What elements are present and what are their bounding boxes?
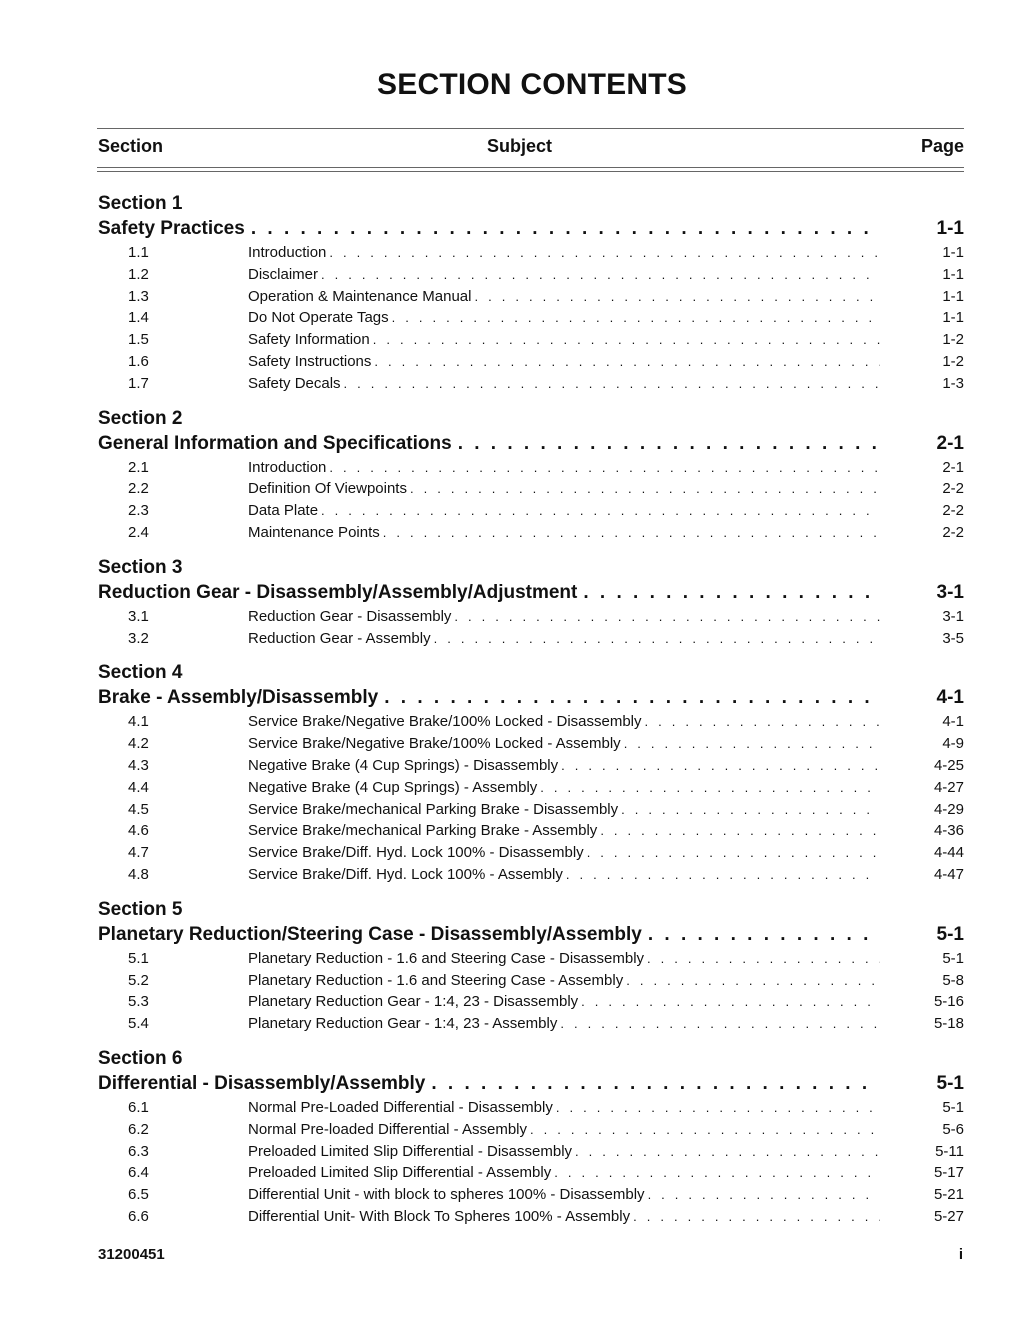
toc-section (98, 407, 964, 544)
toc-entry[interactable] (98, 1097, 964, 1119)
entry-number: 4.1 (128, 713, 149, 731)
entry-number: 1.7 (128, 374, 149, 392)
document-number: 31200451 (98, 1246, 165, 1263)
toc-entry[interactable] (98, 478, 964, 500)
entry-label: Planetary Reduction - 1.6 and Steering Case - Assembly (248, 971, 624, 989)
entry-page: 1-1 (942, 244, 964, 261)
dot-leader (434, 628, 880, 650)
page-title: SECTION CONTENTS (377, 68, 687, 101)
dot-leader (251, 216, 878, 242)
toc-section (98, 1047, 964, 1228)
entry-number: 3.1 (128, 607, 149, 625)
dot-leader (621, 799, 880, 821)
dot-leader (600, 820, 880, 842)
dot-leader (410, 478, 880, 500)
entry-number: 5.1 (128, 949, 149, 967)
entry-label: Data Plate (248, 502, 319, 520)
section-title-link[interactable] (98, 922, 964, 948)
entry-page: 5-17 (933, 1164, 964, 1182)
entry-label: Safety Information (248, 331, 370, 349)
section-page: 5-1 (936, 923, 964, 945)
entry-number: 6.2 (128, 1120, 149, 1138)
section-page: 3-1 (936, 581, 964, 603)
toc-section (98, 556, 964, 650)
entry-page: 5-1 (942, 949, 964, 967)
toc-entry[interactable] (98, 1013, 964, 1035)
toc-entry[interactable] (98, 733, 964, 755)
entry-page: 1-1 (942, 309, 964, 327)
dot-leader (373, 329, 880, 351)
entry-label: Planetary Reduction - 1.6 and Steering Case - Disassembly (248, 949, 645, 967)
entry-page: 4-1 (942, 713, 964, 731)
column-header-subject: Subject (487, 136, 553, 156)
section-number: Section 3 (98, 556, 183, 578)
entry-label: Introduction (248, 244, 327, 261)
entry-number: 2.3 (128, 502, 149, 520)
entry-label: Service Brake/Diff. Hyd. Lock 100% - Disassembly (248, 844, 584, 862)
toc-entry[interactable] (98, 970, 964, 992)
entry-number: 2.1 (128, 458, 149, 476)
dot-leader (344, 373, 880, 395)
entry-label: Disclaimer (248, 265, 319, 283)
section-page: 4-1 (936, 687, 964, 709)
page-number: i (958, 1246, 963, 1263)
dot-leader (431, 1071, 878, 1097)
entry-label: Operation & Maintenance Manual (248, 287, 472, 305)
entry-number: 4.4 (128, 778, 149, 796)
entry-label: Reduction Gear - Assembly (248, 629, 431, 647)
toc-entry[interactable] (98, 864, 964, 886)
toc-entry[interactable] (98, 1184, 964, 1206)
entry-page: 5-27 (933, 1207, 964, 1225)
entry-page: 5-21 (933, 1186, 964, 1204)
dot-leader (556, 1097, 880, 1119)
dot-leader (474, 286, 880, 308)
entry-label: Service Brake/Negative Brake/100% Locked - Disassembly (248, 713, 642, 731)
column-header-page: Page (920, 136, 964, 156)
dot-leader (458, 431, 878, 457)
dot-leader (560, 1013, 880, 1035)
section-title: Safety Practices (98, 218, 245, 239)
toc-entry[interactable] (98, 373, 964, 395)
toc-entry[interactable] (98, 1162, 964, 1184)
dot-leader (575, 1141, 880, 1163)
entry-page: 1-3 (942, 374, 964, 392)
toc-entry[interactable] (98, 1119, 964, 1141)
entry-page: 5-8 (942, 971, 964, 989)
toc-entry[interactable] (98, 711, 964, 733)
section-title: General Information and Specifications (98, 432, 452, 454)
toc-entry[interactable] (98, 286, 964, 308)
toc-entry[interactable] (98, 264, 964, 286)
entry-number: 6.1 (128, 1098, 149, 1116)
toc-entry[interactable] (98, 948, 964, 970)
entry-page: 5-18 (933, 1015, 964, 1033)
entry-number: 5.2 (128, 971, 149, 989)
entry-page: 2-2 (942, 502, 964, 520)
entry-number: 5.4 (128, 1015, 149, 1033)
section-page: 5-1 (936, 1072, 964, 1094)
entry-page: 1-1 (942, 287, 964, 305)
entry-page: 5-6 (942, 1120, 964, 1138)
entry-page: 5-1 (942, 1098, 964, 1116)
entry-label: Reduction Gear - Disassembly (248, 607, 452, 625)
section-page: 1-1 (936, 218, 964, 239)
section-number: Section 6 (98, 1047, 183, 1069)
dot-leader (647, 948, 880, 970)
entry-number: 1.4 (128, 309, 149, 327)
entry-page: 4-29 (933, 800, 964, 818)
entry-number: 5.3 (128, 993, 149, 1011)
entry-page: 4-44 (933, 844, 964, 862)
entry-page: 2-2 (942, 523, 964, 541)
entry-page: 3-5 (942, 629, 964, 647)
entry-page: 4-27 (933, 778, 964, 796)
toc-entry[interactable] (98, 628, 964, 650)
entry-page: 4-25 (933, 756, 964, 774)
entry-number: 4.2 (128, 735, 149, 753)
dot-leader (645, 711, 880, 733)
dot-leader (626, 970, 880, 992)
entry-label: Differential Unit - with block to spheres 100% - Disassembly (248, 1186, 645, 1204)
entry-label: Negative Brake (4 Cup Springs) - Disassembly (248, 756, 559, 774)
entry-number: 1.5 (128, 331, 149, 349)
entry-number: 4.3 (128, 756, 149, 774)
entry-label: Service Brake/mechanical Parking Brake - Assembly (248, 822, 598, 840)
entry-page: 5-16 (933, 993, 964, 1011)
entry-label: Planetary Reduction Gear - 1:4, 23 - Assembly (248, 1015, 558, 1033)
entry-label: Do Not Operate Tags (248, 309, 389, 327)
entry-page: 1-1 (942, 265, 964, 283)
dot-leader (329, 242, 880, 264)
entry-page: 2-1 (942, 458, 964, 476)
dot-leader (561, 755, 880, 777)
dot-leader (392, 307, 880, 329)
dot-leader (374, 351, 880, 373)
toc-entry[interactable] (98, 307, 964, 329)
toc-entry[interactable] (98, 457, 964, 479)
toc-section (98, 192, 964, 395)
toc-entry[interactable] (98, 820, 964, 842)
section-number: Section 2 (98, 407, 183, 429)
entry-number: 2.2 (128, 480, 149, 498)
entry-label: Normal Pre-loaded Differential - Assembly (248, 1120, 528, 1138)
section-title-link[interactable] (98, 685, 964, 711)
entry-number: 1.3 (128, 287, 149, 305)
toc-section (98, 661, 964, 885)
entry-number: 1.6 (128, 352, 149, 370)
toc-section (98, 898, 964, 1035)
entry-label: Safety Instructions (248, 352, 372, 370)
entry-page: 1-2 (942, 331, 964, 349)
entry-number: 4.5 (128, 800, 149, 818)
toc-entry[interactable] (98, 1206, 964, 1228)
toc-entry[interactable] (98, 1141, 964, 1163)
dot-leader (583, 580, 878, 606)
dot-leader (530, 1119, 880, 1141)
section-title: Reduction Gear - Disassembly/Assembly/Adjustment (98, 581, 578, 603)
toc-entry[interactable] (98, 842, 964, 864)
header-top-rule (97, 128, 964, 129)
dot-leader (587, 842, 880, 864)
toc-entry[interactable] (98, 522, 964, 544)
entry-page: 5-11 (935, 1142, 964, 1160)
dot-leader (454, 606, 880, 628)
table-of-contents (98, 192, 964, 1240)
entry-number: 1.2 (128, 265, 149, 283)
entry-label: Planetary Reduction Gear - 1:4, 23 - Disassembly (248, 993, 579, 1011)
toc-entry[interactable] (98, 777, 964, 799)
toc-entry[interactable] (98, 329, 964, 351)
toc-entry[interactable] (98, 991, 964, 1013)
entry-number: 1.1 (128, 244, 149, 261)
dot-leader (329, 457, 880, 479)
dot-leader (633, 1206, 880, 1228)
entry-number: 2.4 (128, 523, 149, 541)
section-number: Section 5 (98, 898, 183, 920)
entry-page: 4-36 (933, 822, 964, 840)
dot-leader (566, 864, 880, 886)
entry-label: Normal Pre-Loaded Differential - Disassembly (248, 1098, 553, 1116)
entry-number: 4.7 (128, 844, 149, 862)
column-header-section: Section (98, 136, 164, 156)
section-title-link[interactable] (98, 580, 964, 606)
entry-label: Service Brake/mechanical Parking Brake - Disassembly (248, 800, 619, 818)
entry-label: Safety Decals (248, 374, 341, 392)
toc-entry[interactable] (98, 755, 964, 777)
header-bottom-rule-1 (97, 167, 964, 168)
entry-page: 4-9 (942, 735, 964, 753)
toc-entry[interactable] (98, 351, 964, 373)
entry-label: Preloaded Limited Slip Differential - Disassembly (248, 1142, 573, 1160)
entry-page: 3-1 (942, 607, 964, 625)
entry-label: Definition Of Viewpoints (248, 480, 407, 498)
entry-label: Introduction (248, 458, 327, 476)
entry-number: 3.2 (128, 629, 149, 647)
entry-label: Negative Brake (4 Cup Springs) - Assembly (248, 778, 538, 796)
dot-leader (321, 264, 880, 286)
dot-leader (384, 685, 878, 711)
entry-page: 1-2 (942, 352, 964, 370)
section-number: Section 4 (98, 662, 183, 684)
entry-label: Service Brake/Diff. Hyd. Lock 100% - Assembly (248, 865, 563, 883)
dot-leader (624, 733, 880, 755)
dot-leader (554, 1162, 880, 1184)
entry-label: Service Brake/Negative Brake/100% Locked - Assembly (248, 735, 621, 753)
section-number: Section 1 (98, 193, 183, 214)
section-title: Differential - Disassembly/Assembly (98, 1072, 426, 1094)
dot-leader (383, 522, 880, 544)
entry-page: 4-47 (933, 865, 964, 883)
entry-number: 6.3 (128, 1142, 149, 1160)
entry-label: Differential Unit- With Block To Spheres 100% - Assembly (248, 1207, 631, 1225)
toc-entry[interactable] (98, 799, 964, 821)
section-title: Brake - Assembly/Disassembly (98, 687, 379, 709)
toc-entry[interactable] (98, 606, 964, 628)
entry-page: 2-2 (942, 480, 964, 498)
entry-number: 4.8 (128, 865, 149, 883)
entry-label: Preloaded Limited Slip Differential - Assembly (248, 1164, 552, 1182)
section-title-link[interactable] (98, 216, 964, 242)
dot-leader (581, 991, 880, 1013)
dot-leader (648, 922, 878, 948)
toc-entry[interactable] (98, 500, 964, 522)
entry-number: 4.6 (128, 822, 149, 840)
toc-entry[interactable] (98, 242, 964, 264)
dot-leader (540, 777, 880, 799)
entry-number: 6.5 (128, 1186, 149, 1204)
section-page: 2-1 (936, 432, 964, 454)
dot-leader (321, 500, 880, 522)
entry-label: Maintenance Points (248, 523, 380, 541)
section-title-link[interactable] (98, 1071, 964, 1097)
entry-number: 6.6 (128, 1207, 149, 1225)
dot-leader (648, 1184, 880, 1206)
header-bottom-rule-2 (97, 171, 964, 172)
section-title: Planetary Reduction/Steering Case - Disassembly/Assembly (98, 923, 642, 945)
section-title-link[interactable] (98, 431, 964, 457)
entry-number: 6.4 (128, 1164, 149, 1182)
